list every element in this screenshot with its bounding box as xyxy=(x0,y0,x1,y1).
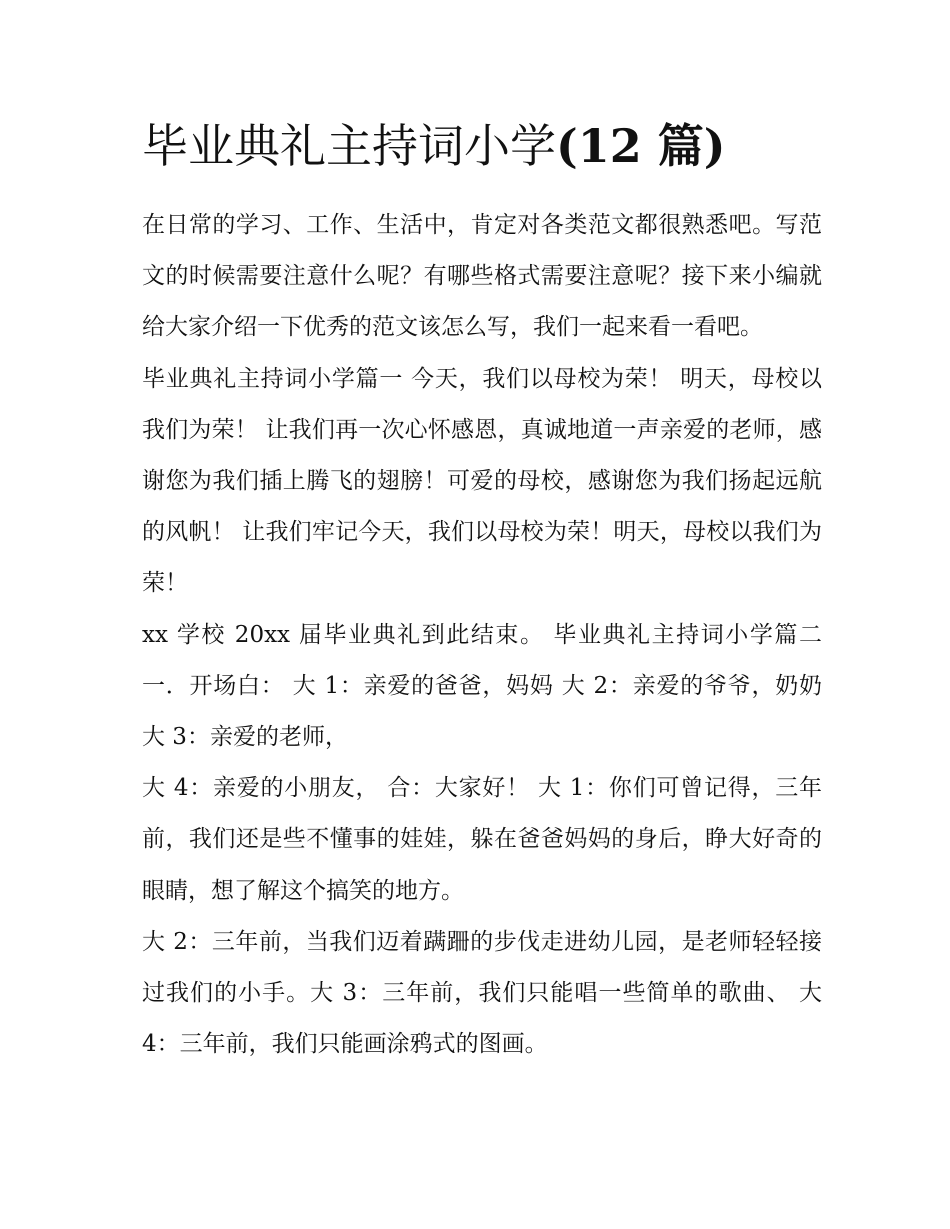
document-body xyxy=(142,112,822,1070)
speech-part-one-paragraph: 毕业典礼主持词小学篇一 今天，我们以母校为荣！ 明天，母校以我们为荣！ 让我们再一次心怀感恩，真诚地道一声亲爱的老师，感谢您为我们插上腾飞的翅膀！可爱的母校，感谢您为我们扬起远航的风帆！ 让我们牢记今天，我们以母校为荣！明天，母校以我们为荣！ xyxy=(142,365,822,597)
host-four-paragraph: 大 4：亲爱的小朋友， 合：大家好！ 大 1：你们可曾记得，三年前，我们还是些不懂事的娃娃，躲在爸爸妈妈的身后，睁大好奇的眼睛，想了解这个搞笑的地方。 xyxy=(142,775,822,904)
document-title xyxy=(142,112,822,180)
intro-paragraph: 在日常的学习、工作、生活中，肯定对各类范文都很熟悉吧。写范文的时候需要注意什么呢？有哪些格式需要注意呢？接下来小编就给大家介绍一下优秀的范文该怎么写，我们一起来看一看吧。 xyxy=(142,212,822,341)
title-count-text: (12 篇) xyxy=(556,119,726,173)
host-two-paragraph: 大 2：三年前，当我们迈着蹒跚的步伐走进幼儿园，是老师轻轻接过我们的小手。大 3：三年前，我们只能唱一些简单的歌曲、 大 4：三年前，我们只能画涂鸦式的图画。 xyxy=(142,928,822,1058)
speech-part-two-opening-paragraph: xx 学校 20xx 届毕业典礼到此结束。 毕业典礼主持词小学篇二 一．开场白： 大 1：亲爱的爸爸，妈妈 大 2：亲爱的爷爷，奶奶 大 3：亲爱的老师， xyxy=(142,621,822,751)
title-main-text: 毕业典礼主持词小学 xyxy=(142,119,556,173)
